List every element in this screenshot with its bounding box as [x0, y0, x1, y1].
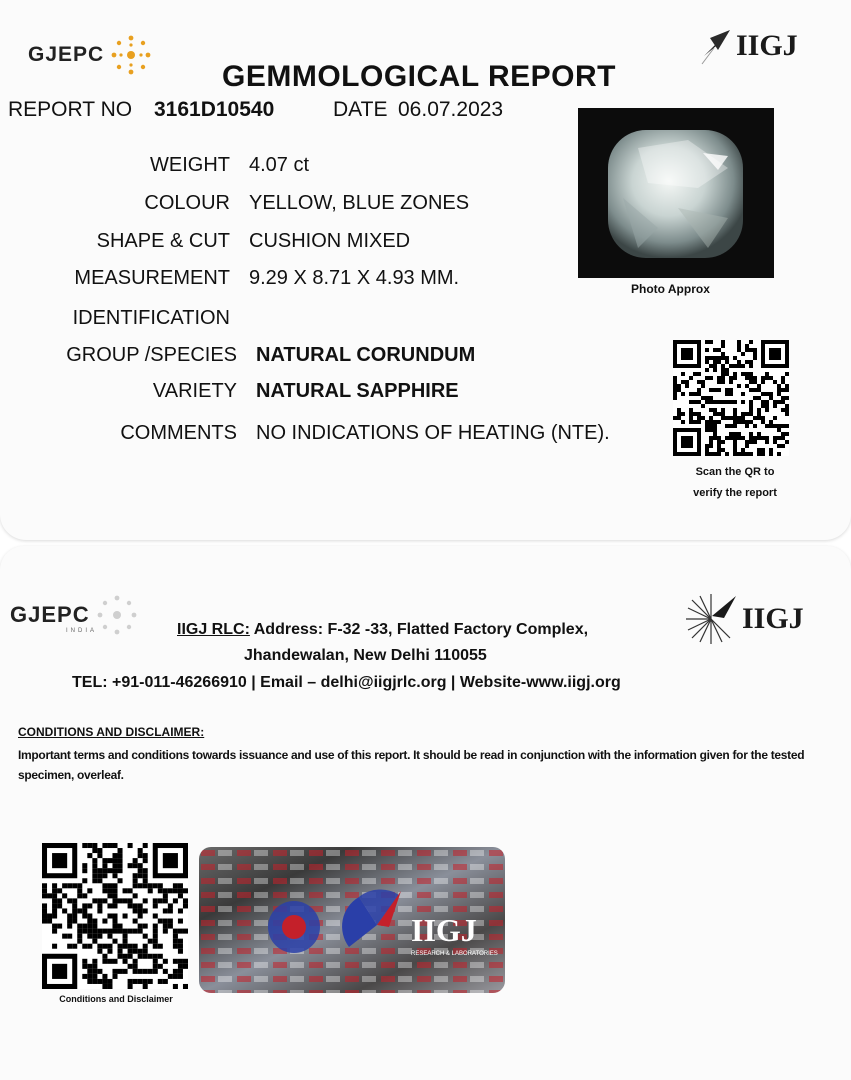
qr-code-icon — [673, 340, 789, 456]
gjepc-logo-text: GJEPC — [28, 43, 105, 66]
verify-qr-code[interactable] — [673, 340, 789, 456]
qr-caption-line2: verify the report — [693, 486, 777, 499]
conditions-title: CONDITIONS AND DISCLAIMER: — [18, 725, 205, 739]
measurement-label: MEASUREMENT — [74, 267, 230, 289]
report-no-value: 3161D10540 — [154, 98, 275, 121]
conditions-qr-code[interactable] — [42, 843, 188, 989]
report-title: GEMMOLOGICAL REPORT — [222, 60, 616, 93]
variety-value: NATURAL SAPPHIRE — [256, 380, 459, 402]
gjepc-sun-back-icon — [92, 590, 142, 640]
hologram-seal-image — [199, 847, 505, 993]
iigj-logo-text: IIGJ — [736, 29, 798, 62]
comments-label: COMMENTS — [120, 422, 237, 444]
photo-caption: Photo Approx — [631, 282, 710, 296]
report-no-label: REPORT NO — [8, 98, 133, 121]
iigj-logo — [700, 26, 798, 66]
date-value: 06.07.2023 — [398, 98, 504, 121]
iigj-emblem-back-icon — [682, 590, 740, 648]
gjepc-logo — [28, 30, 156, 80]
qr-code-back-icon — [42, 843, 188, 989]
shape-cut-value: CUSHION MIXED — [249, 230, 411, 252]
shape-cut-label: SHAPE & CUT — [96, 230, 230, 252]
qr-caption — [680, 462, 790, 504]
comments-value: NO INDICATIONS OF HEATING (NTE). — [256, 422, 610, 444]
iigj-logo-back — [682, 590, 804, 648]
weight-label: WEIGHT — [150, 154, 230, 176]
contact-line: TEL: +91-011-46266910 | Email – delhi@iigjrlc.org | Website-www.iigj.org — [72, 674, 621, 691]
hologram-sub: RESEARCH & LABORATORIES — [411, 951, 498, 957]
gem-photo — [578, 108, 774, 278]
gjepc-sub-text: INDIA — [66, 628, 98, 634]
measurement-value: 9.29 X 8.71 X 4.93 MM. — [249, 267, 460, 289]
gjepc-logo-back-text: GJEPC — [10, 602, 90, 627]
conditions-body: Important terms and conditions towards issuance and use of this report. It should be read in conjunction with the information given for the tested specimen, overleaf. — [18, 748, 805, 782]
hologram-text: IIGJ — [411, 912, 477, 948]
date-label: DATE — [333, 98, 388, 121]
iigj-logo-back-text: IIGJ — [742, 602, 804, 635]
address-label: IIGJ RLC: — [177, 621, 250, 638]
qr-caption-line1: Scan the QR to — [695, 466, 775, 478]
sapphire-gem-image — [578, 108, 774, 278]
colour-value: YELLOW, BLUE ZONES — [249, 192, 470, 214]
address-line1-text: Address: F-32 -33, Flatted Factory Complex, — [249, 621, 589, 638]
address-line2: Jhandewalan, New Delhi 110055 — [244, 647, 487, 664]
identification-label: IDENTIFICATION — [72, 307, 230, 329]
address-line1 — [177, 621, 588, 639]
variety-label: VARIETY — [152, 380, 237, 402]
conditions-qr-caption: Conditions and Disclaimer — [59, 994, 173, 1004]
iigj-emblem-icon — [700, 26, 734, 66]
gjepc-sun-icon — [106, 30, 156, 80]
weight-value: 4.07 ct — [249, 154, 310, 176]
group-species-label: GROUP /SPECIES — [66, 344, 237, 366]
security-hologram — [199, 847, 505, 993]
colour-label: COLOUR — [144, 192, 230, 214]
group-species-value: NATURAL CORUNDUM — [256, 344, 476, 366]
